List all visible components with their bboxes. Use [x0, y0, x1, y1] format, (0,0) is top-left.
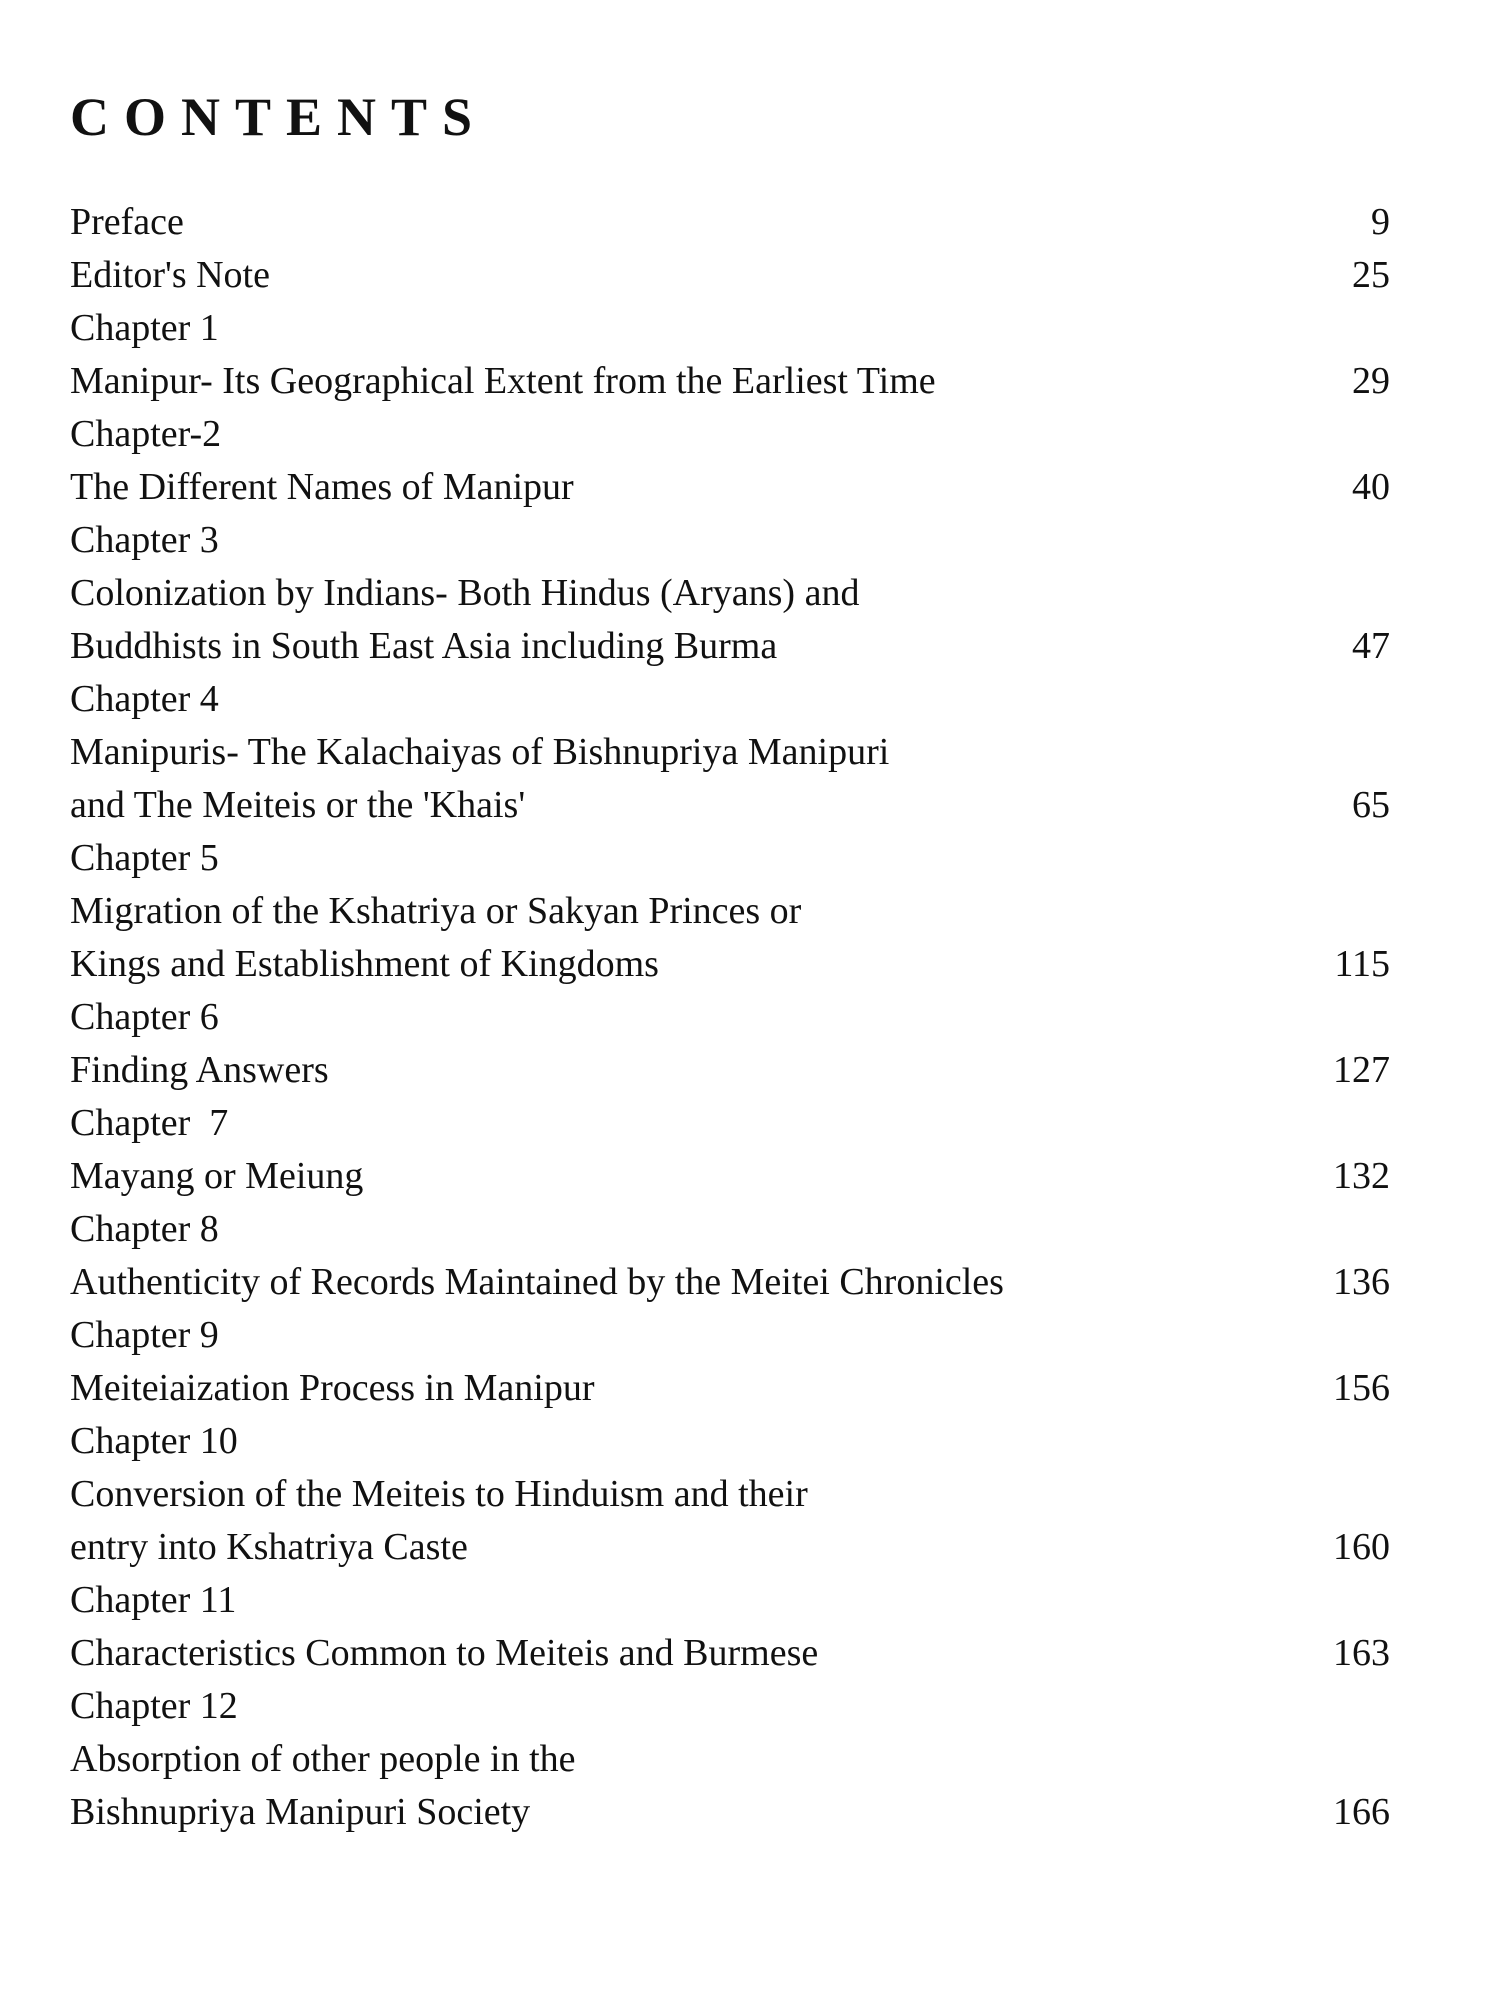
toc-entry-chapter-11[interactable]: [70, 1627, 1390, 1680]
chapter-title-line-2: entry into Kshatriya Caste: [70, 1526, 468, 1568]
chapter-label: [70, 1415, 1390, 1468]
chapter-title: Characteristics Common to Meiteis and Burmese: [70, 1632, 819, 1674]
page-number: 163: [1333, 1632, 1390, 1674]
toc-entry-chapter-6[interactable]: [70, 1044, 1390, 1097]
chapter-number: Chapter 7: [70, 1102, 229, 1144]
chapter-label: [70, 1203, 1390, 1256]
toc-entry-editors-note[interactable]: [70, 249, 1390, 302]
chapter-title-line-2: Buddhists in South East Asia including Burma: [70, 625, 778, 667]
page-number: 156: [1333, 1367, 1390, 1409]
page-number: 166: [1333, 1791, 1390, 1833]
chapter-title-line-1: Conversion of the Meiteis to Hinduism and their: [70, 1473, 808, 1515]
chapter-label: [70, 1574, 1390, 1627]
page-number: 9: [1371, 201, 1390, 243]
chapter-number: Chapter 11: [70, 1579, 237, 1621]
page-number: 160: [1333, 1526, 1390, 1568]
page-number: 115: [1334, 943, 1390, 985]
table-of-contents: [70, 196, 1390, 1839]
chapter-label: [70, 673, 1390, 726]
chapter-label: [70, 1097, 1390, 1150]
page-number: 47: [1352, 625, 1390, 667]
page-number: 40: [1352, 466, 1390, 508]
toc-entry-chapter-8[interactable]: [70, 1256, 1390, 1309]
chapter-number: Chapter-2: [70, 413, 222, 455]
chapter-title-line-2: Bishnupriya Manipuri Society: [70, 1791, 531, 1833]
chapter-label: [70, 991, 1390, 1044]
toc-entry-chapter-10-line-2[interactable]: [70, 1521, 1390, 1574]
contents-heading: CONTENTS: [70, 87, 488, 147]
chapter-number: Chapter 4: [70, 678, 219, 720]
toc-entry-chapter-12-line-2[interactable]: [70, 1786, 1390, 1839]
chapter-title-line-1: Manipuris- The Kalachaiyas of Bishnupriya Manipuri: [70, 731, 890, 773]
toc-entry-chapter-4-line-1[interactable]: [70, 726, 1390, 779]
page-number: 132: [1333, 1155, 1390, 1197]
chapter-number: Chapter 8: [70, 1208, 219, 1250]
chapter-label: [70, 408, 1390, 461]
chapter-title: Mayang or Meiung: [70, 1155, 364, 1197]
chapter-title-line-2: and The Meiteis or the 'Khais': [70, 784, 526, 826]
toc-entry-chapter-12-line-1[interactable]: [70, 1733, 1390, 1786]
chapter-title-line-1: Absorption of other people in the: [70, 1738, 576, 1780]
page-number: 136: [1333, 1261, 1390, 1303]
page-number: 29: [1352, 360, 1390, 402]
toc-entry-chapter-10-line-1[interactable]: [70, 1468, 1390, 1521]
page-number: 127: [1333, 1049, 1390, 1091]
toc-entry-chapter-7[interactable]: [70, 1150, 1390, 1203]
toc-entry-chapter-2[interactable]: [70, 461, 1390, 514]
chapter-number: Chapter 6: [70, 996, 219, 1038]
toc-entry-chapter-5-line-2[interactable]: [70, 938, 1390, 991]
chapter-number: Chapter 5: [70, 837, 219, 879]
chapter-title-line-2: Kings and Establishment of Kingdoms: [70, 943, 659, 985]
chapter-title: Manipur- Its Geographical Extent from the Earliest Time: [70, 360, 936, 402]
chapter-number: Chapter 1: [70, 307, 219, 349]
chapter-number: Chapter 12: [70, 1685, 238, 1727]
toc-entry-chapter-3-line-1[interactable]: [70, 567, 1390, 620]
chapter-title: Meiteiaization Process in Manipur: [70, 1367, 595, 1409]
chapter-label: [70, 1309, 1390, 1362]
toc-entry-chapter-4-line-2[interactable]: [70, 779, 1390, 832]
toc-entry-chapter-5-line-1[interactable]: [70, 885, 1390, 938]
toc-entry-preface[interactable]: [70, 196, 1390, 249]
chapter-number: Chapter 3: [70, 519, 219, 561]
chapter-label: [70, 514, 1390, 567]
chapter-number: Chapter 9: [70, 1314, 219, 1356]
chapter-label: [70, 302, 1390, 355]
chapter-label: [70, 832, 1390, 885]
toc-entry-chapter-1[interactable]: [70, 355, 1390, 408]
chapter-title-line-1: Migration of the Kshatriya or Sakyan Princes or: [70, 890, 802, 932]
toc-entry-chapter-9[interactable]: [70, 1362, 1390, 1415]
page-number: 25: [1352, 254, 1390, 296]
chapter-title: The Different Names of Manipur: [70, 466, 574, 508]
toc-entry-chapter-3-line-2[interactable]: [70, 620, 1390, 673]
entry-title: Preface: [70, 201, 184, 243]
chapter-label: [70, 1680, 1390, 1733]
page-number: 65: [1352, 784, 1390, 826]
chapter-title: Authenticity of Records Maintained by the Meitei Chronicles: [70, 1261, 1004, 1303]
chapter-title: Finding Answers: [70, 1049, 329, 1091]
chapter-title-line-1: Colonization by Indians- Both Hindus (Aryans) and: [70, 572, 860, 614]
entry-title: Editor's Note: [70, 254, 270, 296]
chapter-number: Chapter 10: [70, 1420, 238, 1462]
